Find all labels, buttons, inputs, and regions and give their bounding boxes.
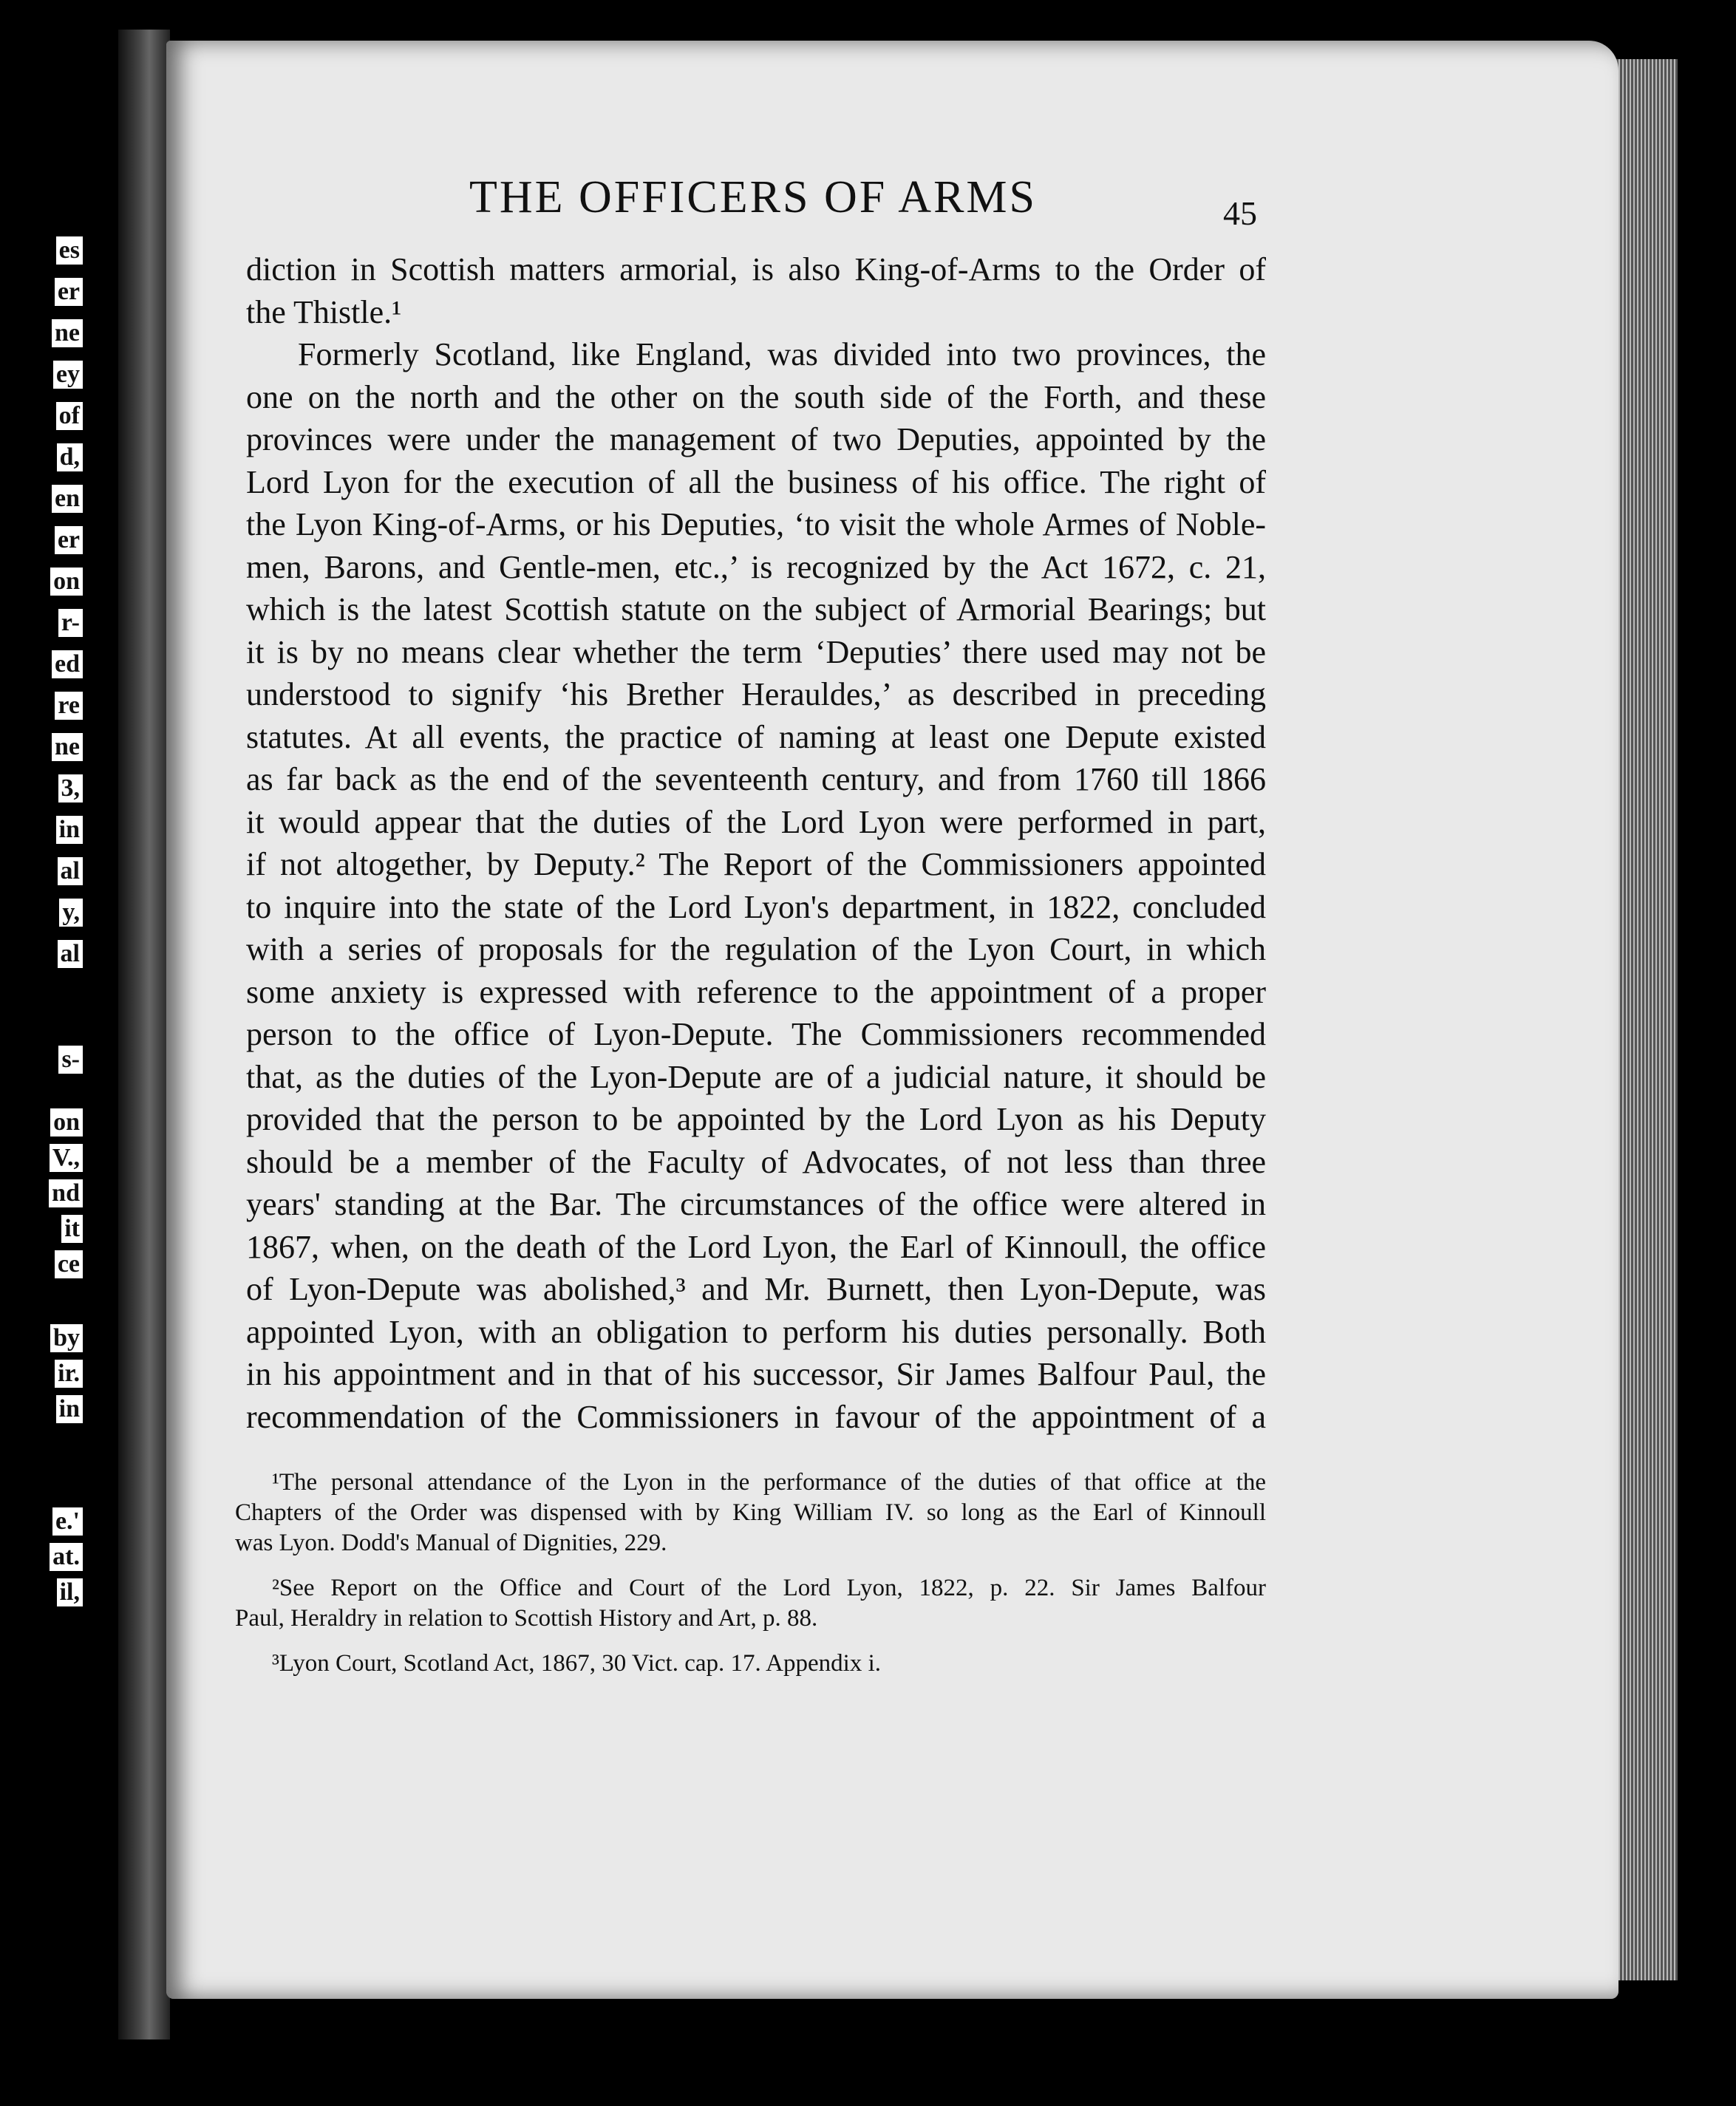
text-line: men, Barons, and Gentle-men, etc.,’ is recognized by the Act 1672, c. 21, <box>246 548 1266 585</box>
text-line: it would appear that the duties of the Lord Lyon were performed in part, <box>246 803 1266 840</box>
text-line: in his appointment and in that of his successor, Sir James Balfour Paul, the <box>246 1356 1266 1392</box>
text-line: to inquire into the state of the Lord Lyon's department, in 1822, concluded <box>246 888 1266 925</box>
text-line: as far back as the end of the seventeenth century, and from 1760 till 1866 <box>246 761 1266 797</box>
text-line: Formerly Scotland, like England, was divided into two provinces, the <box>298 336 1266 372</box>
body-text <box>246 248 1266 1438</box>
book-gutter <box>118 30 170 2039</box>
footnote-2 <box>235 1573 1266 1634</box>
text-line: the Thistle.¹ <box>246 293 402 330</box>
facing-page-text: ne <box>52 319 83 347</box>
facing-page-text: s- <box>58 1046 83 1074</box>
text-line: of Lyon-Depute was abolished,³ and Mr. Burnett, then Lyon-Depute, was <box>246 1271 1266 1307</box>
facing-page-text: y, <box>59 899 83 927</box>
facing-page-text: ce <box>55 1250 83 1278</box>
facing-page-fragment <box>0 236 89 1906</box>
facing-page-text: r- <box>58 609 83 637</box>
text-line: statutes. At all events, the practice of naming at least one Depute existed <box>246 718 1266 755</box>
text-line: that, as the duties of the Lyon-Depute are of a judicial nature, it should be <box>246 1058 1266 1095</box>
text-line: with a series of proposals for the regulation of the Lyon Court, in which <box>246 931 1266 967</box>
text-line: 1867, when, on the death of the Lord Lyon, the Earl of Kinnoull, the office <box>246 1228 1266 1265</box>
footnote-line: ²See Report on the Office and Court of the Lord Lyon, 1822, p. 22. Sir James Balfour <box>272 1575 1266 1601</box>
text-line: which is the latest Scottish statute on the subject of Armorial Bearings; but <box>246 591 1266 627</box>
page-number: 45 <box>1223 194 1257 232</box>
facing-page-text: on <box>50 568 83 596</box>
facing-page-text: al <box>58 857 83 885</box>
text-line: understood to signify ‘his Brether Herauldes,’ as described in preceding <box>246 676 1266 712</box>
text-line: appointed Lyon, with an obligation to perform his duties personally. Both <box>246 1313 1266 1350</box>
facing-page-text: d, <box>57 443 83 471</box>
footnote-line: Chapters of the Order was dispensed with by King William IV. so long as the Earl of Kinnoull <box>235 1499 1266 1526</box>
footnote-3 <box>235 1649 1266 1679</box>
facing-page-text: ed <box>52 650 83 678</box>
text-line: provided that the person to be appointed by the Lord Lyon as his Deputy <box>246 1101 1266 1137</box>
facing-page-text: nd <box>49 1179 83 1207</box>
footnote-line: ³Lyon Court, Scotland Act, 1867, 30 Vict. cap. 17. Appendix i. <box>272 1650 881 1677</box>
facing-page-text: ir. <box>55 1360 83 1388</box>
facing-page-text: er <box>55 278 83 306</box>
facing-page-text: ne <box>52 733 83 761</box>
footnote-line: Paul, Heraldry in relation to Scottish History and Art, p. 88. <box>235 1605 818 1632</box>
facing-page-text: re <box>55 692 83 720</box>
text-line: one on the north and the other on the south side of the Forth, and these <box>246 378 1266 415</box>
text-line: some anxiety is expressed with reference to the appointment of a proper <box>246 973 1266 1010</box>
text-line: if not altogether, by Deputy.² The Report of the Commissioners appointed <box>246 846 1266 882</box>
footnotes <box>235 1468 1266 1679</box>
footnote-1 <box>235 1468 1266 1558</box>
facing-page-text: il, <box>57 1578 83 1606</box>
text-line: years' standing at the Bar. The circumstances of the office were altered in <box>246 1186 1266 1222</box>
facing-page-text: ey <box>53 361 83 389</box>
text-line: person to the office of Lyon-Depute. The Commissioners recommended <box>246 1016 1266 1052</box>
text-line: provinces were under the management of two Deputies, appointed by the <box>246 421 1266 457</box>
facing-page-text: in <box>56 816 83 844</box>
facing-page-text: in <box>56 1395 83 1423</box>
facing-page-text: on <box>50 1108 83 1137</box>
facing-page-text: e.' <box>52 1507 83 1536</box>
facing-page-text: al <box>58 940 83 968</box>
text-line: diction in Scottish matters armorial, is also King-of-Arms to the Order of <box>246 251 1266 287</box>
text-line: it is by no means clear whether the term ‘Deputies’ there used may not be <box>246 633 1266 670</box>
running-head: THE OFFICERS OF ARMS <box>469 172 1038 222</box>
footnote-line: was Lyon. Dodd's Manual of Dignities, 229. <box>235 1530 667 1556</box>
facing-page-text: it <box>61 1215 83 1243</box>
facing-page-text: of <box>56 402 83 430</box>
text-line: should be a member of the Faculty of Advocates, of not less than three <box>246 1143 1266 1180</box>
facing-page-text: V., <box>50 1144 83 1172</box>
facing-page-text: en <box>52 485 83 513</box>
footnote-line: ¹The personal attendance of the Lyon in the performance of the duties of that office at the <box>272 1469 1266 1496</box>
text-line: recommendation of the Commissioners in favour of the appointment of a <box>246 1398 1266 1435</box>
text-line: the Lyon King-of-Arms, or his Deputies, ‘to visit the whole Armes of Noble- <box>246 506 1266 542</box>
text-line: Lord Lyon for the execution of all the business of his office. The right of <box>246 463 1266 500</box>
facing-page-text: er <box>55 526 83 554</box>
facing-page-text: by <box>50 1324 83 1352</box>
facing-page-text: at. <box>50 1543 83 1571</box>
facing-page-text: 3, <box>58 774 84 802</box>
facing-page-text: es <box>56 236 83 265</box>
